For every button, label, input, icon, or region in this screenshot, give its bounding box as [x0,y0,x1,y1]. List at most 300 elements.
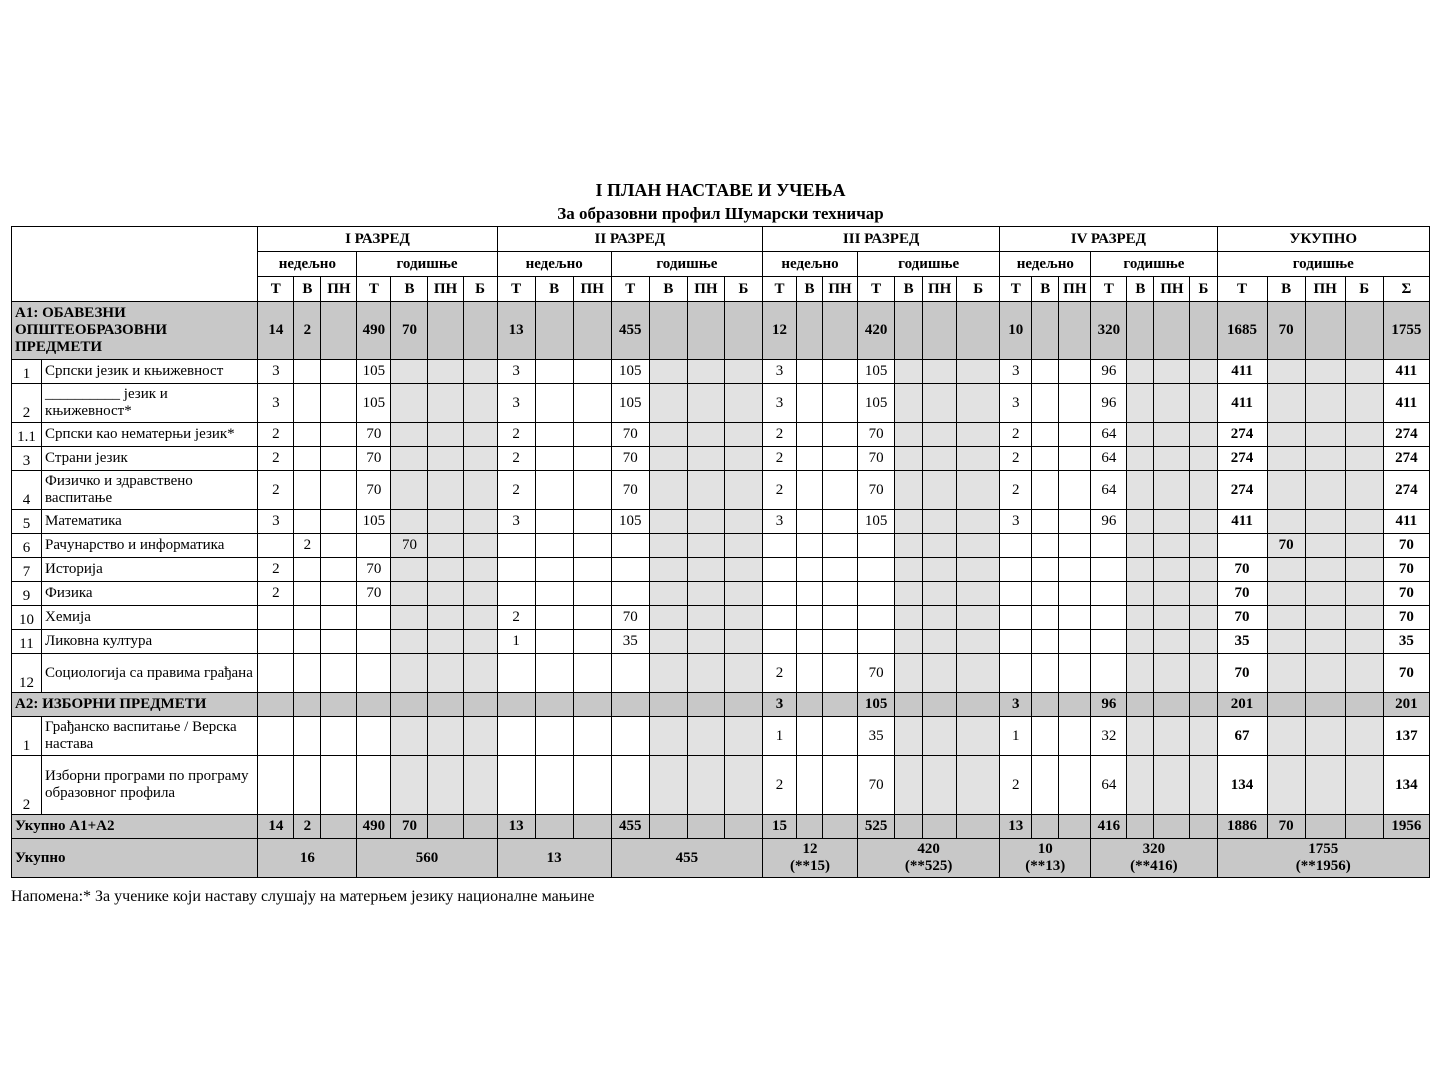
cell-value [573,360,611,384]
cell-value [1267,717,1305,756]
cell-value [649,630,687,654]
column-header: В [1032,277,1059,302]
cell-value [1154,360,1190,384]
cell-value [1345,693,1383,717]
cell-value: 2 [497,471,535,510]
cell-value [823,558,858,582]
cell-value [1127,654,1154,693]
cell-value [294,606,321,630]
cell-value: 70 [858,756,895,815]
cell-value [428,360,463,384]
cell-value [687,447,724,471]
cell-value [1345,360,1383,384]
cell-value: 2 [497,447,535,471]
cell-value [1345,423,1383,447]
cell-value: 70 [611,606,649,630]
subject-name: Изборни програми по програму образовног профила [42,756,258,815]
cell-value [687,510,724,534]
column-header: ПН [321,277,357,302]
cell-value: 13 [1000,815,1032,839]
cell-value [687,360,724,384]
cell-value [535,534,573,558]
cell-value: 14 [258,815,294,839]
total-g1-weekly [258,839,357,878]
cell-value [391,558,428,582]
cell-value [463,510,497,534]
cell-value [858,606,895,630]
cell-value: 2 [258,447,294,471]
cell-value [573,654,611,693]
cell-value [463,302,497,360]
subject-name: Физика [42,582,258,606]
cell-value [611,534,649,558]
cell-value: 2 [258,558,294,582]
cell-value [463,756,497,815]
cell-value: 3 [1000,510,1032,534]
cell-value [1059,815,1091,839]
cell-value [923,302,957,360]
cell-value [687,756,724,815]
yearly-header: годишње [1091,252,1217,277]
cell-value [796,630,822,654]
cell-value [573,302,611,360]
cell-value [1305,756,1345,815]
cell-value: 64 [1091,471,1127,510]
cell-value [649,717,687,756]
total-a1a2-label: Укупно A1+A2 [12,815,258,839]
cell-value [1032,471,1059,510]
row-number: 6 [12,534,42,558]
cell-value [796,534,822,558]
cell-value: 70 [391,302,428,360]
cell-value: 64 [1091,423,1127,447]
cell-value [1345,606,1383,630]
cell-value [294,360,321,384]
column-header: Б [724,277,762,302]
cell-value: 3 [497,384,535,423]
cell-value [923,510,957,534]
cell-value: 455 [611,302,649,360]
column-header: В [535,277,573,302]
cell-value [823,654,858,693]
row-number: 12 [12,654,42,693]
cell-value: 274 [1217,423,1267,447]
cell-value [796,606,822,630]
cell-value: 3 [1000,360,1032,384]
cell-value [823,384,858,423]
cell-value [1059,423,1091,447]
cell-value: 411 [1383,360,1429,384]
cell-value [321,606,357,630]
cell-value [463,717,497,756]
cell-value: 105 [357,510,391,534]
cell-value [823,693,858,717]
cell-value [1154,510,1190,534]
cell-value [1127,534,1154,558]
cell-value: 3 [497,360,535,384]
cell-value [823,756,858,815]
cell-value: 96 [1091,384,1127,423]
cell-value [1059,360,1091,384]
cell-value [428,302,463,360]
cell-value [463,630,497,654]
cell-value: 70 [357,447,391,471]
cell-value [1032,558,1059,582]
cell-value [1345,534,1383,558]
cell-value [796,302,822,360]
cell-value [391,582,428,606]
cell-value [1345,630,1383,654]
cell-value [762,534,796,558]
total-value: 560 [415,849,439,866]
cell-value [428,423,463,447]
cell-value [1345,471,1383,510]
cell-value [258,654,294,693]
cell-value [1267,471,1305,510]
cell-value [1059,630,1091,654]
weekly-header: недељно [258,252,357,277]
cell-value [923,693,957,717]
cell-value: 3 [762,384,796,423]
cell-value [1345,302,1383,360]
cell-value: 2 [1000,756,1032,815]
grade-header: II РАЗРЕД [497,227,762,252]
cell-value: 1886 [1217,815,1267,839]
cell-value [573,815,611,839]
cell-value [1127,384,1154,423]
cell-value [823,423,858,447]
cell-value [294,717,321,756]
cell-value [294,471,321,510]
cell-value [463,558,497,582]
cell-value [1091,630,1127,654]
cell-value [1305,717,1345,756]
cell-value [1000,534,1032,558]
cell-value [1305,423,1345,447]
cell-value [258,534,294,558]
cell-value: 320 [1091,302,1127,360]
cell-value [1154,606,1190,630]
cell-value [391,606,428,630]
cell-value [923,630,957,654]
total-overall [1217,839,1430,878]
cell-value [463,384,497,423]
cell-value [611,582,649,606]
column-header: ПН [923,277,957,302]
cell-value [858,534,895,558]
cell-value [1032,717,1059,756]
yearly-header: годишње [1217,252,1430,277]
yearly-header: годишње [611,252,762,277]
cell-value [823,360,858,384]
cell-value [573,717,611,756]
cell-value [1127,447,1154,471]
cell-value [1059,693,1091,717]
cell-value [762,606,796,630]
cell-value [895,606,923,630]
subject-name: Историја [42,558,258,582]
cell-value [724,630,762,654]
cell-value [535,423,573,447]
cell-value [823,606,858,630]
cell-value [321,510,357,534]
cell-value: 2 [294,815,321,839]
cell-value [294,423,321,447]
cell-value: 3 [1000,693,1032,717]
cell-value [957,693,1000,717]
cell-value [1154,471,1190,510]
cell-value [724,534,762,558]
cell-value [428,654,463,693]
cell-value [687,423,724,447]
cell-value: 137 [1383,717,1429,756]
cell-value [1345,558,1383,582]
cell-value [1190,534,1217,558]
cell-value [497,534,535,558]
column-header: Т [1217,277,1267,302]
cell-value [321,693,357,717]
column-header: Σ [1383,277,1429,302]
grade-header: I РАЗРЕД [258,227,497,252]
total-value: 320 [1142,841,1166,857]
cell-value [1154,534,1190,558]
column-header: ПН [1305,277,1345,302]
row-number: 7 [12,558,42,582]
cell-value [687,534,724,558]
cell-value [391,630,428,654]
cell-value [724,471,762,510]
cell-value [923,654,957,693]
cell-value [796,558,822,582]
cell-value [724,717,762,756]
cell-value: 2 [258,423,294,447]
cell-value [687,630,724,654]
total-value-alt: (**525) [904,858,953,874]
cell-value [895,558,923,582]
cell-value [1127,558,1154,582]
cell-value [1059,384,1091,423]
cell-value [1305,302,1345,360]
page-title: I ПЛАН НАСТАВЕ И УЧЕЊА [595,180,846,200]
cell-value [1190,302,1217,360]
cell-value [1305,582,1345,606]
cell-value: 105 [858,360,895,384]
cell-value [687,717,724,756]
cell-value [573,606,611,630]
cell-value [957,756,1000,815]
cell-value [294,756,321,815]
cell-value [923,534,957,558]
cell-value [1267,654,1305,693]
cell-value [1190,360,1217,384]
cell-value [497,654,535,693]
cell-value [1267,630,1305,654]
cell-value [321,384,357,423]
cell-value [1267,423,1305,447]
cell-value [649,423,687,447]
column-header: Т [611,277,649,302]
cell-value [1127,756,1154,815]
cell-value [796,654,822,693]
cell-value [687,654,724,693]
cell-value [957,582,1000,606]
cell-value [1127,423,1154,447]
cell-value [294,558,321,582]
cell-value [573,558,611,582]
cell-value [858,582,895,606]
yearly-header: годишње [357,252,497,277]
total-g3-yearly [858,839,1000,878]
cell-value: 70 [611,471,649,510]
grade-header: III РАЗРЕД [762,227,999,252]
cell-value [724,815,762,839]
cell-value [1267,510,1305,534]
cell-value [294,510,321,534]
cell-value [1032,606,1059,630]
grade-header: IV РАЗРЕД [1000,227,1217,252]
cell-value [428,471,463,510]
cell-value: 2 [258,582,294,606]
cell-value [1127,717,1154,756]
cell-value [391,654,428,693]
cell-value [1127,582,1154,606]
cell-value [357,717,391,756]
weekly-header: недељно [762,252,857,277]
cell-value [1154,423,1190,447]
cell-value [687,815,724,839]
cell-value: 105 [357,360,391,384]
cell-value: 2 [258,471,294,510]
cell-value [1032,423,1059,447]
cell-value: 35 [611,630,649,654]
cell-value [895,510,923,534]
cell-value: 70 [1267,815,1305,839]
cell-value [1000,654,1032,693]
cell-value [573,630,611,654]
cell-value [428,558,463,582]
cell-value [687,471,724,510]
cell-value [923,558,957,582]
cell-value [535,693,573,717]
cell-value [724,360,762,384]
column-header: В [1267,277,1305,302]
cell-value: 274 [1383,471,1429,510]
cell-value [428,756,463,815]
cell-value: 70 [391,534,428,558]
cell-value: 525 [858,815,895,839]
cell-value [321,423,357,447]
column-header: Т [497,277,535,302]
cell-value: 1 [497,630,535,654]
subject-name: Грађанско васпитање / Верска настава [42,717,258,756]
subject-name: Ликовна култура [42,630,258,654]
total-value-alt: (**13) [1025,858,1066,874]
cell-value: 105 [858,693,895,717]
row-number: 2 [12,756,42,815]
cell-value [823,447,858,471]
cell-value [649,815,687,839]
cell-value [294,693,321,717]
cell-value [357,756,391,815]
cell-value: 70 [357,558,391,582]
cell-value [357,693,391,717]
cell-value [321,534,357,558]
cell-value [957,302,1000,360]
cell-value: 2 [294,302,321,360]
column-header: В [1127,277,1154,302]
cell-value [1190,447,1217,471]
cell-value [1000,606,1032,630]
cell-value [428,582,463,606]
cell-value: 96 [1091,360,1127,384]
cell-value [391,423,428,447]
cell-value [1059,654,1091,693]
subject-name: Страни језик [42,447,258,471]
cell-value [762,558,796,582]
cell-value: 70 [858,447,895,471]
cell-value [649,756,687,815]
cell-value [535,558,573,582]
cell-value [957,360,1000,384]
cell-value [724,384,762,423]
cell-value [294,447,321,471]
cell-value [1127,815,1154,839]
cell-value [1217,534,1267,558]
cell-value [573,534,611,558]
cell-value: 274 [1217,447,1267,471]
cell-value [1305,606,1345,630]
cell-value [1190,510,1217,534]
total-value: 1755 [1308,841,1339,857]
column-header: ПН [1059,277,1091,302]
cell-value [1032,693,1059,717]
cell-value: 64 [1091,756,1127,815]
curriculum-table [11,226,1430,878]
cell-value [1091,582,1127,606]
cell-value [535,447,573,471]
cell-value: 2 [762,756,796,815]
cell-value [1032,654,1059,693]
column-header: Б [1345,277,1383,302]
cell-value [357,654,391,693]
column-header: Б [957,277,1000,302]
cell-value [957,815,1000,839]
cell-value [724,558,762,582]
cell-value [895,447,923,471]
cell-value: 14 [258,302,294,360]
footnote: Напомена:* За ученике који наставу слушају на матерњем језику националне мањине [11,888,595,905]
cell-value [895,582,923,606]
cell-value [1032,302,1059,360]
cell-value [957,717,1000,756]
cell-value [1345,510,1383,534]
cell-value: 32 [1091,717,1127,756]
row-number: 1 [12,360,42,384]
cell-value [463,360,497,384]
column-header: Т [258,277,294,302]
cell-value [391,447,428,471]
cell-value: 3 [1000,384,1032,423]
cell-value: 70 [1383,582,1429,606]
cell-value [796,384,822,423]
cell-value [1091,606,1127,630]
cell-value [1345,654,1383,693]
cell-value [1305,360,1345,384]
cell-value [573,471,611,510]
cell-value [923,717,957,756]
cell-value [497,693,535,717]
cell-value [858,558,895,582]
